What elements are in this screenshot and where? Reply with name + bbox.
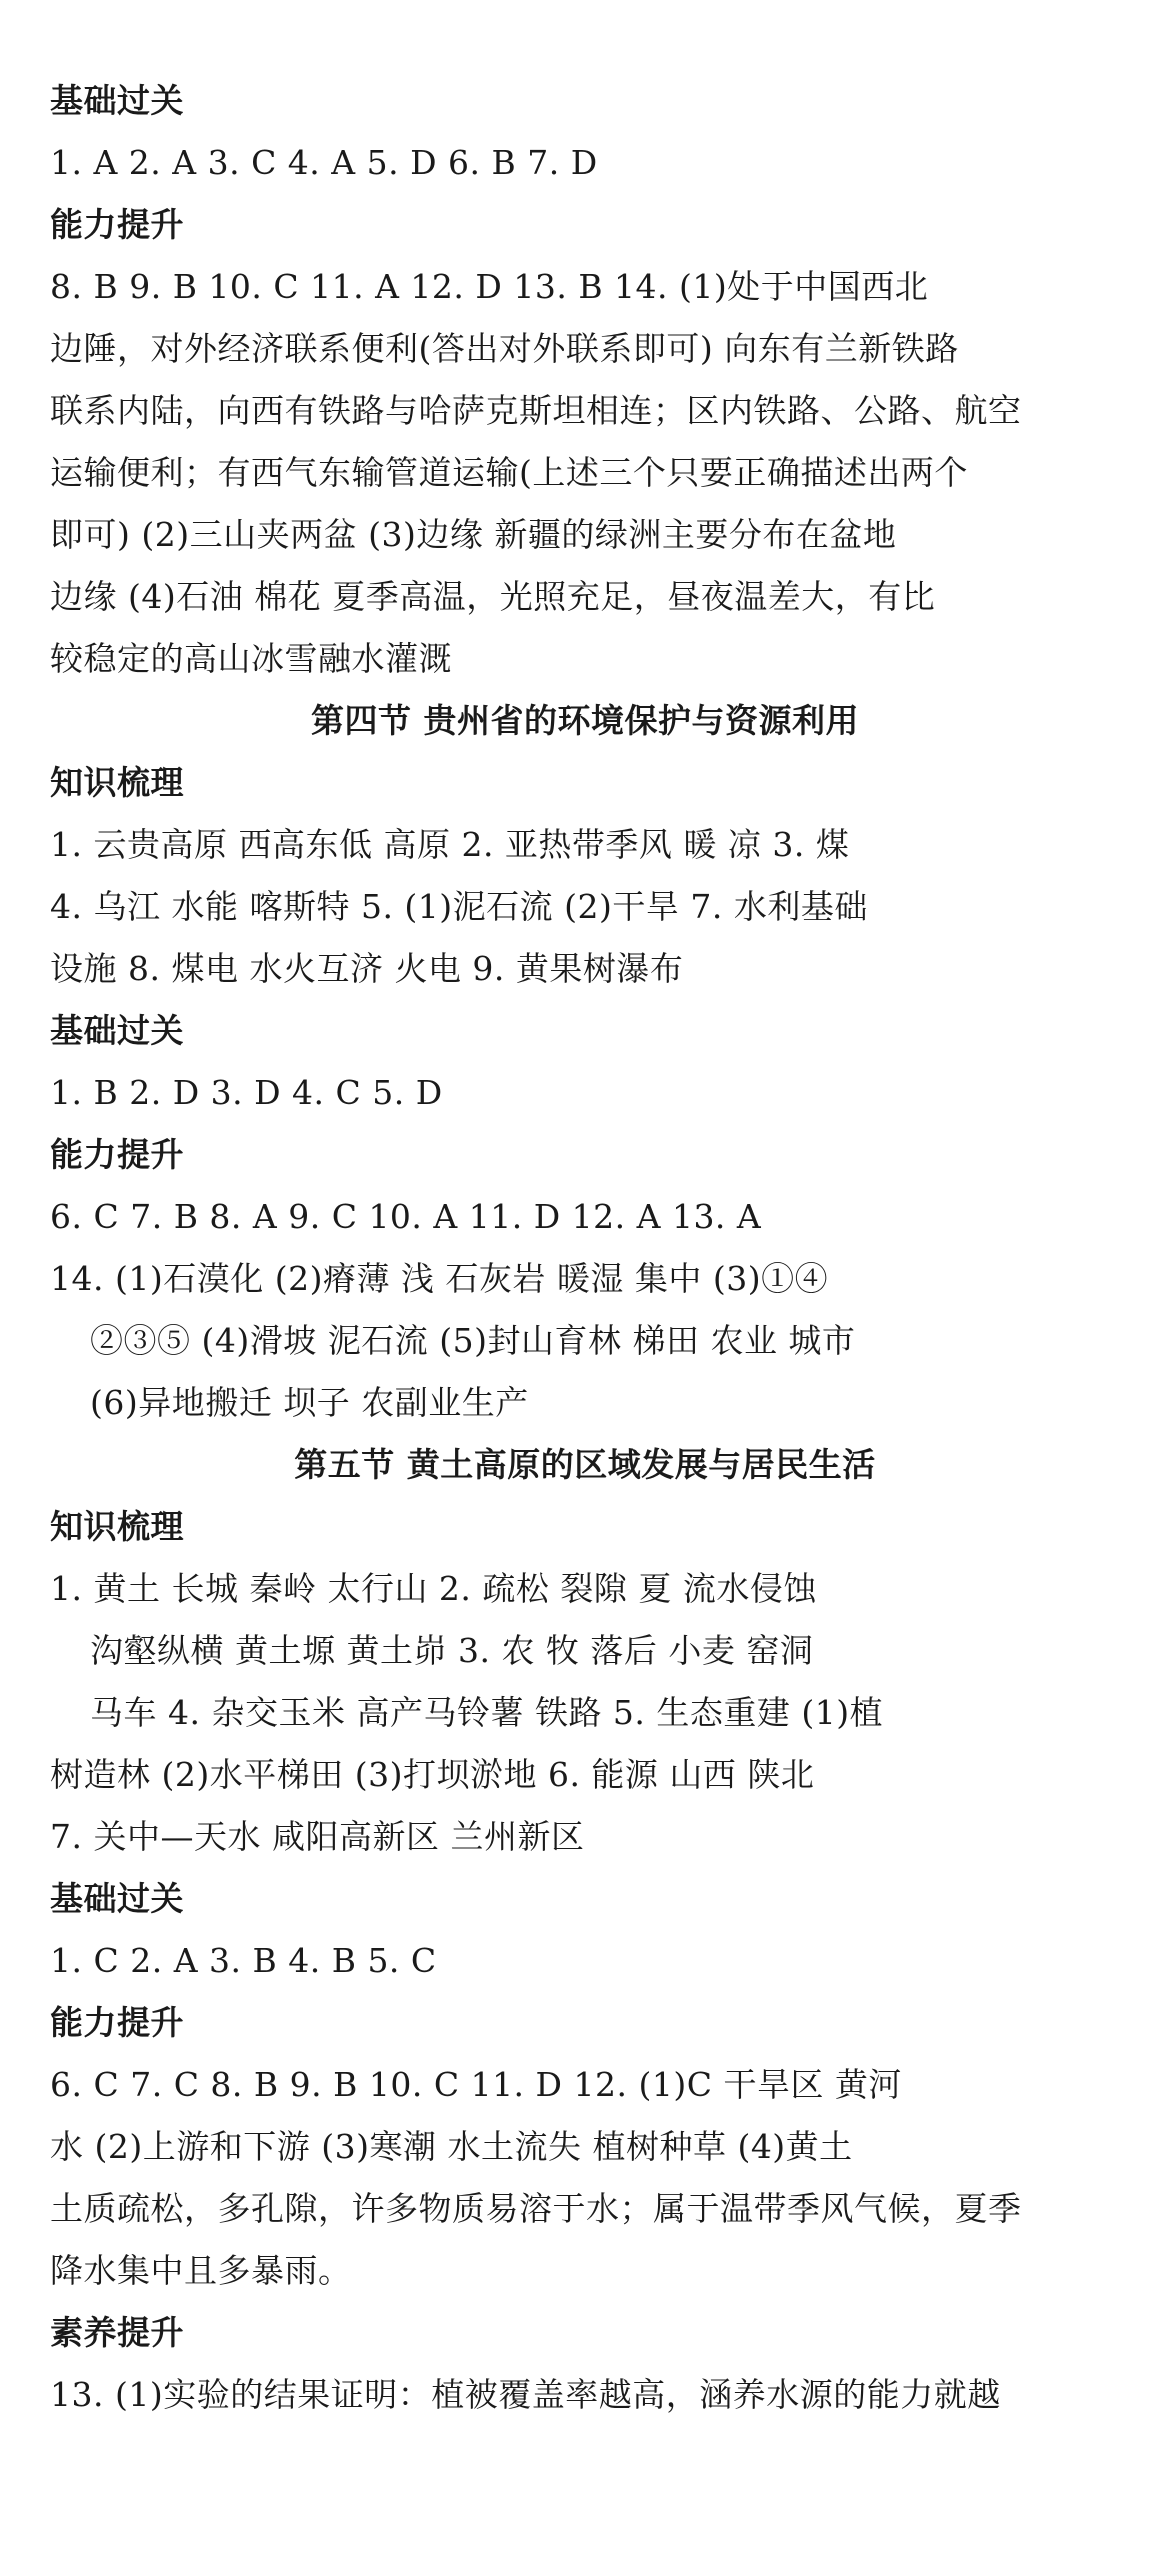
answer-line: 7. 关中—天水 咸阳高新区 兰州新区 xyxy=(50,1817,585,1856)
answer-line: ②③⑤ (4)滑坡 泥石流 (5)封山育林 梯田 农业 城市 xyxy=(90,1321,856,1360)
answer-line: 1. C 2. A 3. B 4. B 5. C xyxy=(50,1941,437,1980)
answer-line: 边陲，对外经济联系便利(答出对外联系即可) 向东有兰新铁路 xyxy=(50,329,959,368)
heading-knowledge-4: 知识梳理 xyxy=(50,763,184,802)
answer-line: 6. C 7. B 8. A 9. C 10. A 11. D 12. A 13. A xyxy=(50,1197,762,1236)
answer-line: 14. (1)石漠化 (2)瘠薄 浅 石灰岩 暖湿 集中 (3)①④ xyxy=(50,1259,829,1298)
section-title-4: 第四节 贵州省的环境保护与资源利用 xyxy=(311,701,859,740)
answer-line: 较稳定的高山冰雪融水灌溉 xyxy=(50,639,452,678)
heading-ability-1: 能力提升 xyxy=(50,205,184,244)
heading-ability-5: 能力提升 xyxy=(50,2003,184,2042)
answer-line: 即可) (2)三山夹两盆 (3)边缘 新疆的绿洲主要分布在盆地 xyxy=(50,515,897,554)
answer-line: 沟壑纵横 黄土塬 黄土峁 3. 农 牧 落后 小麦 窑洞 xyxy=(90,1631,814,1670)
heading-ability-4: 能力提升 xyxy=(50,1135,184,1174)
heading-literacy-5: 素养提升 xyxy=(50,2313,184,2352)
answer-line: 1. A 2. A 3. C 4. A 5. D 6. B 7. D xyxy=(50,143,598,182)
answer-line: 降水集中且多暴雨。 xyxy=(50,2251,352,2290)
answer-line: 联系内陆，向西有铁路与哈萨克斯坦相连；区内铁路、公路、航空 xyxy=(50,391,1022,430)
answer-line: 马车 4. 杂交玉米 高产马铃薯 铁路 5. 生态重建 (1)植 xyxy=(90,1693,884,1732)
heading-knowledge-5: 知识梳理 xyxy=(50,1507,184,1546)
answer-line: 土质疏松，多孔隙，许多物质易溶于水；属于温带季风气候，夏季 xyxy=(50,2189,1022,2228)
heading-basic-5: 基础过关 xyxy=(50,1879,184,1918)
answer-line: 6. C 7. C 8. B 9. B 10. C 11. D 12. (1)C 干旱区 黄河 xyxy=(50,2065,902,2104)
answer-line: 1. 云贵高原 西高东低 高原 2. 亚热带季风 暖 凉 3. 煤 xyxy=(50,825,850,864)
answer-line: 13. (1)实验的结果证明：植被覆盖率越高，涵养水源的能力就越 xyxy=(50,2375,1001,2414)
answer-line: 1. 黄土 长城 秦岭 太行山 2. 疏松 裂隙 夏 流水侵蚀 xyxy=(50,1569,817,1608)
heading-basic-1: 基础过关 xyxy=(50,81,184,120)
section-title-5: 第五节 黄土高原的区域发展与居民生活 xyxy=(294,1445,876,1484)
answer-line: 运输便利；有西气东输管道运输(上述三个只要正确描述出两个 xyxy=(50,453,968,492)
heading-basic-4: 基础过关 xyxy=(50,1011,184,1050)
answer-line: 水 (2)上游和下游 (3)寒潮 水土流失 植树种草 (4)黄土 xyxy=(50,2127,853,2166)
answer-lines xyxy=(50,70,1120,2426)
answer-line: 4. 乌江 水能 喀斯特 5. (1)泥石流 (2)干旱 7. 水利基础 xyxy=(50,887,868,926)
answer-page xyxy=(50,70,1120,2426)
answer-line: 树造林 (2)水平梯田 (3)打坝淤地 6. 能源 山西 陕北 xyxy=(50,1755,815,1794)
answer-line: 1. B 2. D 3. D 4. C 5. D xyxy=(50,1073,443,1112)
answer-line: 边缘 (4)石油 棉花 夏季高温，光照充足，昼夜温差大，有比 xyxy=(50,577,936,616)
answer-line: (6)异地搬迁 坝子 农副业生产 xyxy=(90,1383,529,1422)
answer-line: 8. B 9. B 10. C 11. A 12. D 13. B 14. (1)处于中国西北 xyxy=(50,267,929,306)
answer-line: 设施 8. 煤电 水火互济 火电 9. 黄果树瀑布 xyxy=(50,949,684,988)
